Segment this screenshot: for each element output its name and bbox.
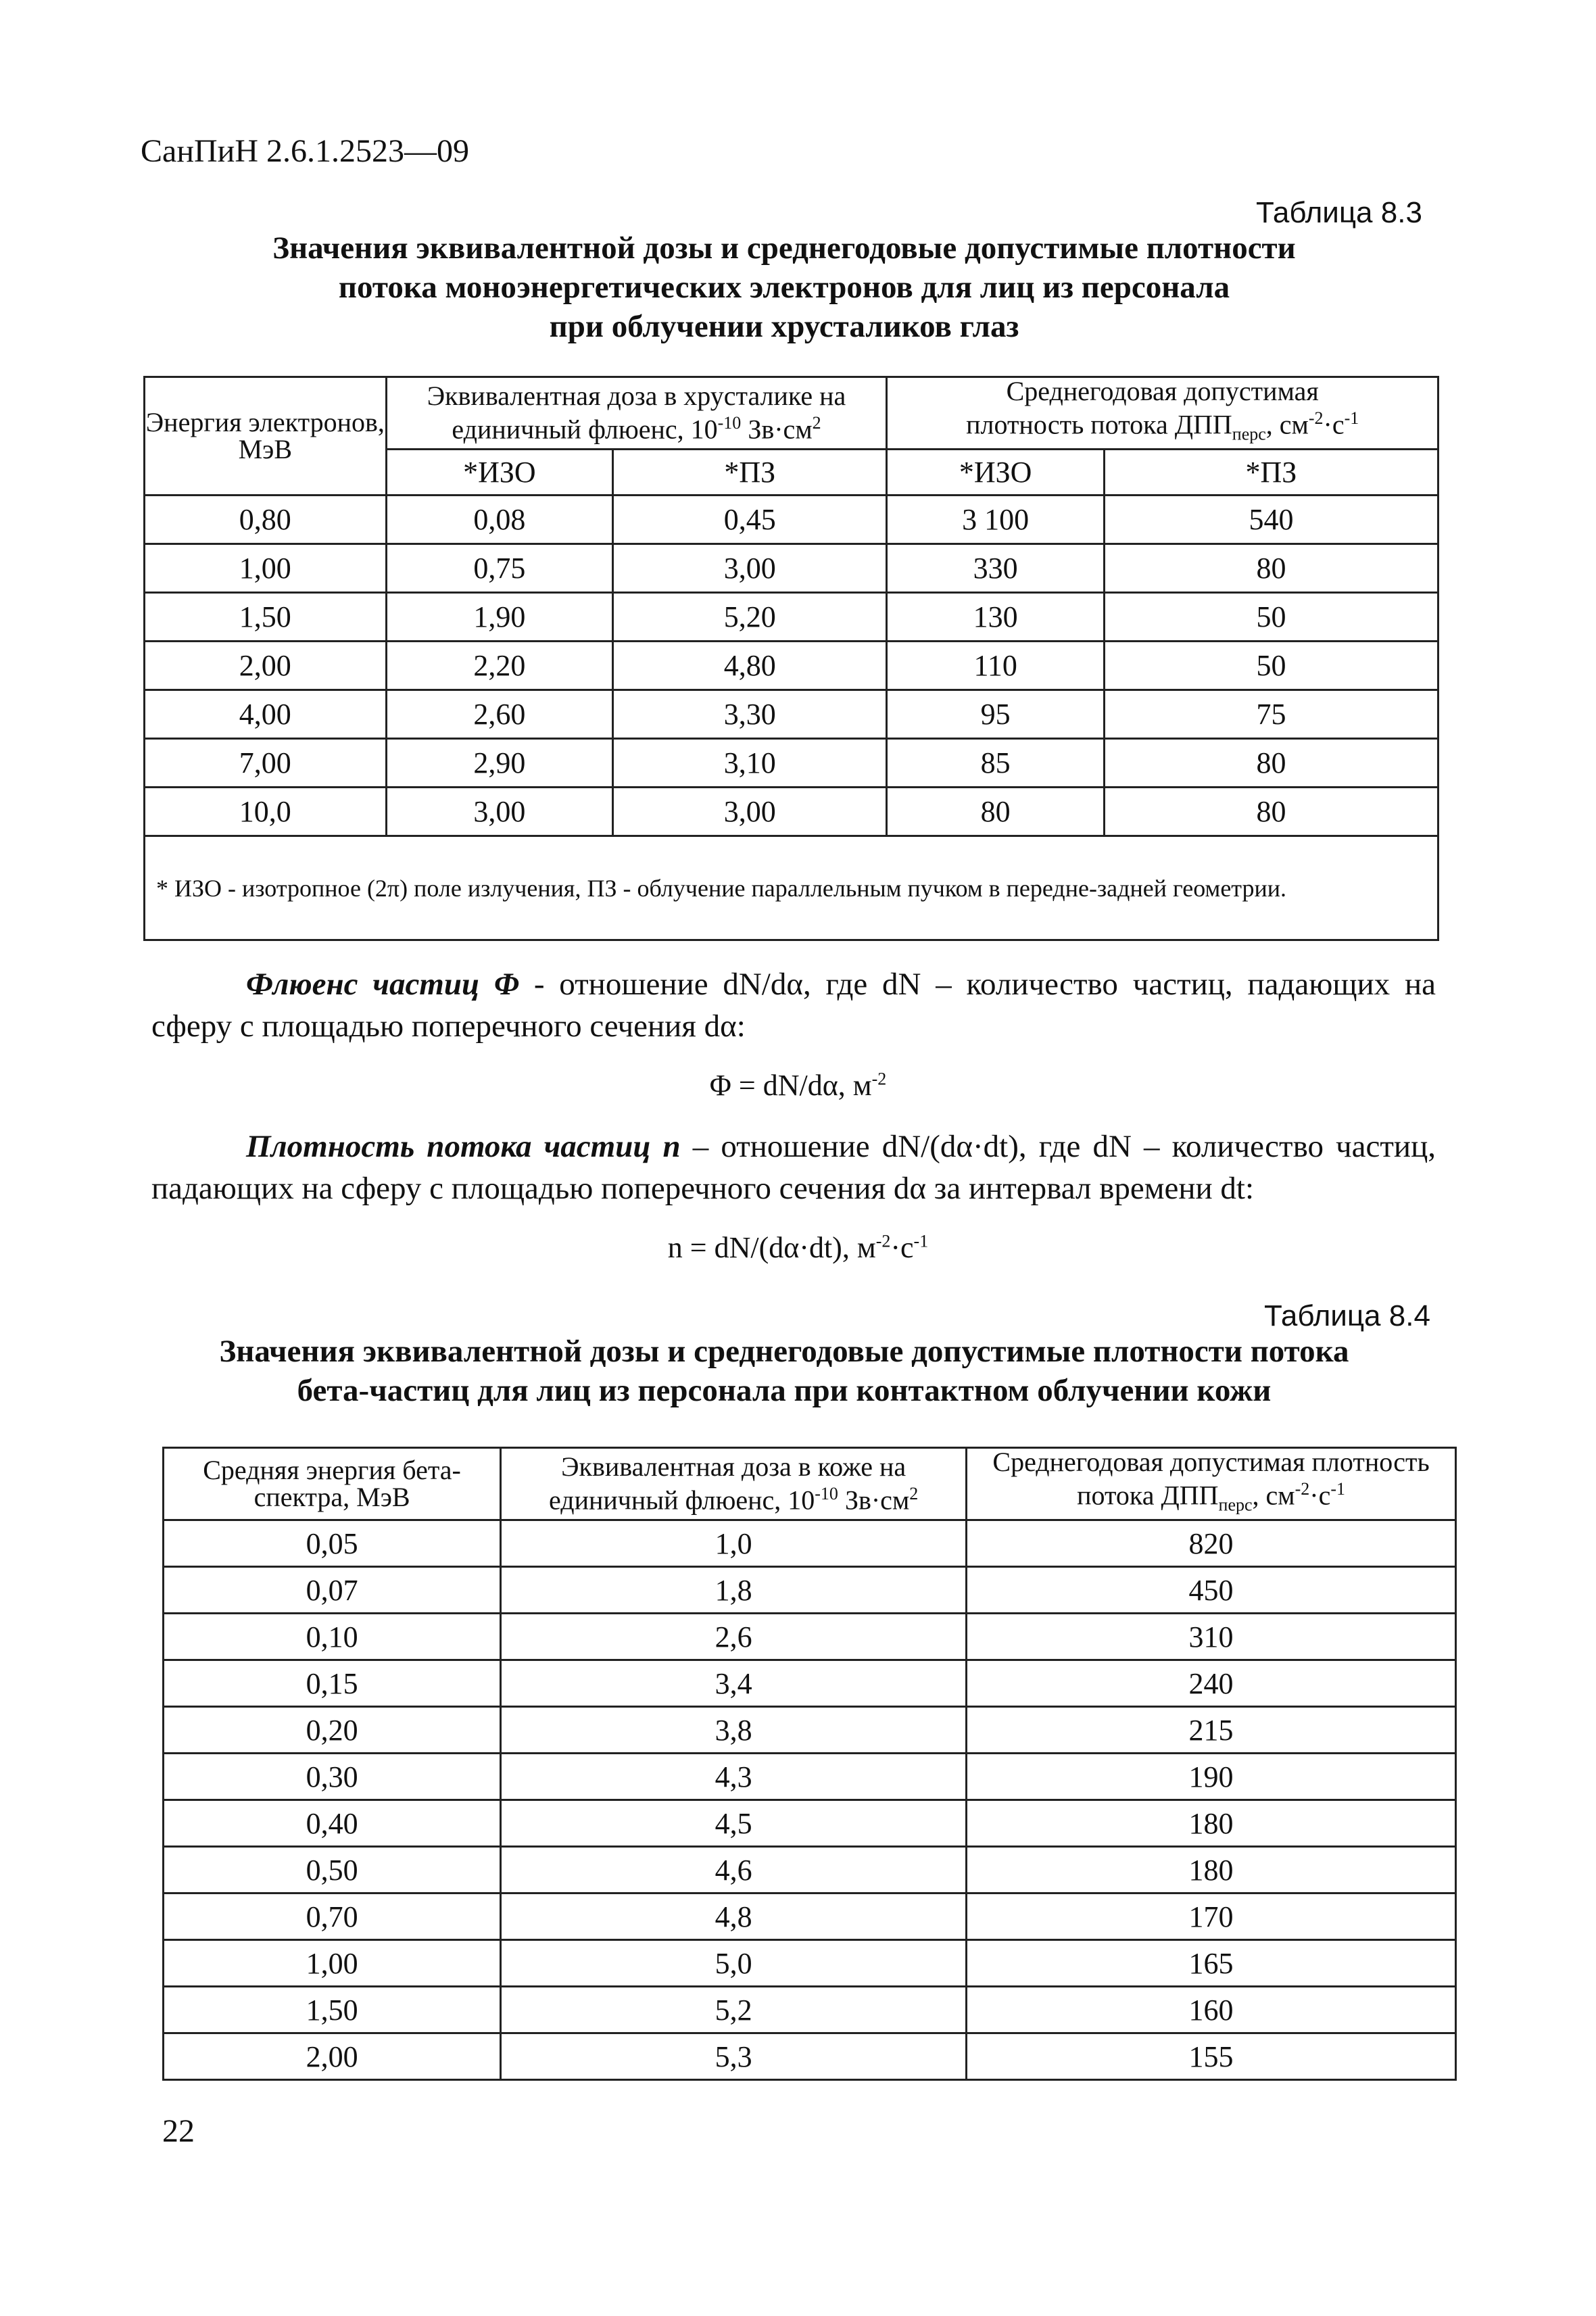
header-energy-text: Средняя энергия бета-спектра, МэВ [203, 1455, 461, 1512]
table-row [164, 1614, 1456, 1660]
cell: 330 [887, 544, 1105, 593]
cell: 80 [1104, 544, 1438, 593]
table-row [145, 544, 1438, 593]
cell: 3,00 [386, 788, 613, 836]
header-density [887, 377, 1438, 450]
cell: 0,08 [386, 496, 613, 544]
cell: 1,00 [145, 544, 387, 593]
subheader-iso-dose: *ИЗО [386, 450, 613, 496]
cell: 4,00 [145, 690, 387, 739]
fluence-formula-exp: -2 [871, 1069, 887, 1089]
flux-formula-mid: ·с [890, 1231, 914, 1264]
header-dose-exp: -10 [717, 413, 742, 433]
cell: 540 [1104, 496, 1438, 544]
flux-formula-text: n = dN/(dα·dt), м [667, 1231, 876, 1264]
cell: 180 [967, 1847, 1456, 1893]
cell: 80 [1104, 739, 1438, 788]
cell: 50 [1104, 642, 1438, 690]
header-density-sub: перс [1218, 1495, 1253, 1515]
cell: 3,30 [613, 690, 887, 739]
cell: 0,05 [164, 1520, 501, 1567]
header-density-sub: перс [1232, 424, 1266, 444]
header-density-exp2: -1 [1344, 408, 1359, 429]
table-row [164, 1754, 1456, 1800]
header-density [967, 1448, 1456, 1520]
cell: 85 [887, 739, 1105, 788]
cell: 3,00 [613, 544, 887, 593]
cell: 3,4 [501, 1660, 967, 1707]
cell: 130 [887, 593, 1105, 642]
cell: 0,40 [164, 1800, 501, 1847]
table-8-3-title-line: Значения эквивалентной дозы и среднегодовые допустимые плотности [272, 231, 1296, 266]
cell: 2,90 [386, 739, 613, 788]
table-8-3 [143, 376, 1439, 941]
cell: 0,75 [386, 544, 613, 593]
table-8-4-label: Таблица 8.4 [1264, 1299, 1430, 1332]
cell: 4,80 [613, 642, 887, 690]
cell: 1,00 [164, 1940, 501, 1987]
table-8-4-title-line: бета-частиц для лиц из персонала при контактном облучении кожи [297, 1373, 1272, 1408]
cell: 2,6 [501, 1614, 967, 1660]
header-energy [145, 377, 387, 496]
flux-formula-exp1: -2 [875, 1231, 891, 1251]
cell: 3 100 [887, 496, 1105, 544]
table-8-3-footnote: * ИЗО - изотропное (2π) поле излучения, ПЗ - облучение параллельным пучком в передне-задней геометрии. [145, 836, 1438, 940]
cell: 155 [967, 2033, 1456, 2080]
table-row [164, 1987, 1456, 2033]
header-density-line2 [888, 405, 1437, 448]
table-8-3-title [135, 228, 1433, 346]
document-code: СанПиН 2.6.1.2523—09 [141, 133, 470, 169]
cell: 2,20 [386, 642, 613, 690]
cell: 75 [1104, 690, 1438, 739]
cell: 3,10 [613, 739, 887, 788]
table-row [164, 1800, 1456, 1847]
header-density-line1: Среднегодовая допустимая [1006, 376, 1319, 407]
cell: 1,50 [164, 1987, 501, 2033]
cell: 2,00 [164, 2033, 501, 2080]
header-dose-unit: Зв·см [741, 414, 813, 445]
table-8-3-label: Таблица 8.3 [1256, 196, 1422, 229]
cell: 7,00 [145, 739, 387, 788]
cell: 0,70 [164, 1893, 501, 1940]
cell: 5,2 [501, 1987, 967, 2033]
table-8-4-title-line: Значения эквивалентной дозы и среднегодовые допустимые плотности потока [219, 1334, 1349, 1369]
cell: 310 [967, 1614, 1456, 1660]
cell: 4,8 [501, 1893, 967, 1940]
header-dose-unit-exp: 2 [909, 1484, 919, 1504]
cell: 3,00 [613, 788, 887, 836]
cell: 95 [887, 690, 1105, 739]
cell: 450 [967, 1567, 1456, 1614]
cell: 5,0 [501, 1940, 967, 1987]
cell: 0,07 [164, 1567, 501, 1614]
header-dose [501, 1448, 967, 1520]
header-density-mid: ·с [1323, 409, 1345, 440]
table-row [145, 593, 1438, 642]
header-density-exp2: -1 [1330, 1479, 1346, 1499]
header-density-text: плотность потока ДПП [966, 409, 1232, 440]
table-row [145, 642, 1438, 690]
header-density-unit: , см [1265, 409, 1309, 440]
cell: 1,8 [501, 1567, 967, 1614]
cell: 80 [887, 788, 1105, 836]
table-8-3-title-line: потока моноэнергетических электронов для лиц из персонала [338, 270, 1230, 305]
table-row [164, 1567, 1456, 1614]
cell: 50 [1104, 593, 1438, 642]
cell: 820 [967, 1520, 1456, 1567]
cell: 0,45 [613, 496, 887, 544]
table-8-3-title-line: при облучении хрусталиков глаз [549, 309, 1019, 344]
header-dose-text: Эквивалентная доза в коже на единичный флюенс, 10 [548, 1451, 906, 1516]
table-8-4 [162, 1447, 1457, 2081]
cell: 180 [967, 1800, 1456, 1847]
table-row [145, 690, 1438, 739]
cell: 80 [1104, 788, 1438, 836]
flux-definition [151, 1126, 1436, 1209]
subheader-iso-density: *ИЗО [887, 450, 1105, 496]
cell: 0,80 [145, 496, 387, 544]
header-density-mid: ·с [1309, 1480, 1331, 1511]
subheader-pz-dose: *ПЗ [613, 450, 887, 496]
cell: 4,6 [501, 1847, 967, 1893]
cell: 240 [967, 1660, 1456, 1707]
cell: 2,60 [386, 690, 613, 739]
table-8-4-title [135, 1332, 1433, 1410]
cell: 190 [967, 1754, 1456, 1800]
cell: 0,20 [164, 1707, 501, 1754]
fluence-text: - отношение dN/dα, где dN – количество частиц, падающих на сферу с площадью поперечного сечения dα: [151, 967, 1436, 1044]
table-row [145, 496, 1438, 544]
table-row [164, 1940, 1456, 1987]
cell: 10,0 [145, 788, 387, 836]
cell: 1,0 [501, 1520, 967, 1567]
table-row [164, 1660, 1456, 1707]
page-number: 22 [162, 2113, 195, 2149]
header-dose-text: Эквивалентная доза в хрусталике на единичный флюенс, 10 [427, 381, 846, 445]
header-energy [164, 1448, 501, 1520]
fluence-definition [151, 963, 1436, 1047]
header-density-exp1: -2 [1308, 408, 1324, 429]
cell: 4,5 [501, 1800, 967, 1847]
cell: 5,3 [501, 2033, 967, 2080]
cell: 3,8 [501, 1707, 967, 1754]
cell: 0,10 [164, 1614, 501, 1660]
cell: 0,30 [164, 1754, 501, 1800]
cell: 215 [967, 1707, 1456, 1754]
cell: 165 [967, 1940, 1456, 1987]
table-row [145, 739, 1438, 788]
flux-formula-exp2: -1 [913, 1231, 929, 1251]
cell: 1,90 [386, 593, 613, 642]
header-dose-unit: Зв·см [838, 1485, 910, 1516]
flux-term: Плотность потока частиц n [246, 1129, 681, 1164]
header-dose-unit-exp: 2 [812, 413, 821, 433]
flux-formula [0, 1230, 1596, 1265]
cell: 110 [887, 642, 1105, 690]
table-row [164, 1847, 1456, 1893]
cell: 2,00 [145, 642, 387, 690]
table-row [164, 1707, 1456, 1754]
cell: 5,20 [613, 593, 887, 642]
fluence-term: Флюенс частиц Φ [246, 967, 520, 1002]
header-energy-text: Энергия электронов, МэВ [145, 407, 385, 464]
header-dose [386, 377, 887, 450]
flux-text: – отношение dN/(dα·dt), где dN – количество частиц, падающих на сферу с площадью поперечного сечения dα за интервал времени dt: [151, 1129, 1436, 1206]
cell: 160 [967, 1987, 1456, 2033]
table-row [164, 2033, 1456, 2080]
cell: 170 [967, 1893, 1456, 1940]
header-dose-exp: -10 [815, 1484, 838, 1504]
cell: 1,50 [145, 593, 387, 642]
header-density-text: Среднегодовая допустимая плотность потока ДПП [992, 1447, 1430, 1511]
table-row [164, 1893, 1456, 1940]
header-density-unit: , см [1252, 1480, 1295, 1511]
header-density-exp1: -2 [1295, 1479, 1310, 1499]
table-row [164, 1520, 1456, 1567]
fluence-formula [0, 1068, 1596, 1103]
subheader-pz-density: *ПЗ [1104, 450, 1438, 496]
cell: 0,50 [164, 1847, 501, 1893]
fluence-formula-text: Φ = dN/dα, м [709, 1069, 872, 1102]
cell: 0,15 [164, 1660, 501, 1707]
table-row [145, 788, 1438, 836]
cell: 4,3 [501, 1754, 967, 1800]
